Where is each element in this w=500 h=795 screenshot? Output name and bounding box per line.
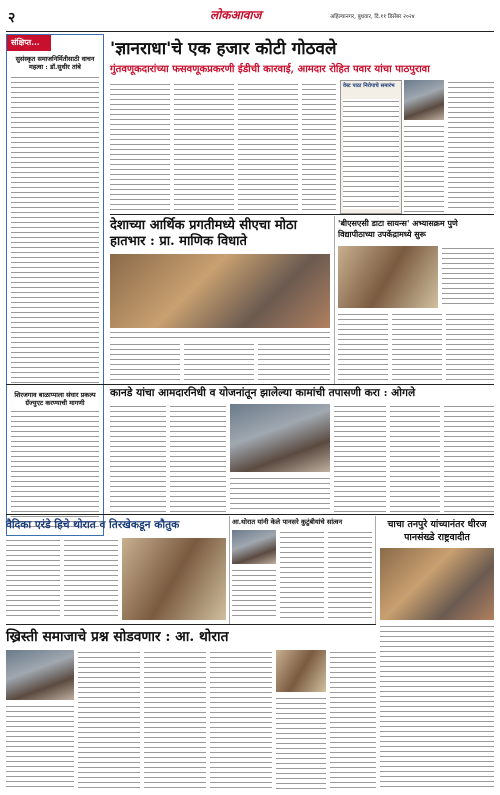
article7-body-4 bbox=[210, 650, 272, 790]
sidebar-item1-body bbox=[11, 75, 99, 385]
banner-col-4 bbox=[334, 404, 386, 512]
article6-photo bbox=[380, 548, 494, 620]
col-divider-1 bbox=[334, 216, 335, 384]
banner-col-6 bbox=[444, 404, 494, 512]
col-divider-3 bbox=[375, 516, 376, 624]
article5-body-1 bbox=[280, 530, 324, 620]
lead-photo bbox=[404, 80, 444, 120]
lead-col-2 bbox=[174, 82, 234, 212]
article3-photo bbox=[338, 246, 438, 308]
article3-body-2 bbox=[338, 312, 388, 382]
article7-body-5 bbox=[276, 696, 326, 790]
article6-headline: चाचा तनपुरे यांच्यानंतर धीरज पानसंख्डे राष्ट्रवादीत bbox=[387, 519, 487, 543]
article3-body-4 bbox=[446, 312, 494, 382]
article7-body-3 bbox=[144, 650, 206, 790]
article7-body-2 bbox=[78, 650, 140, 790]
lead-subhead: गुंतवणूकदारांच्या फसवणूकप्रकरणी ईडीची कारवाई, आमदार रोहित पवार यांचा पाठपुरावा bbox=[110, 64, 430, 75]
article2-photo bbox=[110, 254, 330, 328]
lead-box-title: वेस्ट पाठा निरोपाचे समारंभ bbox=[343, 83, 395, 89]
article5-headline: आ.थोरात यांनी केले पानसरे कुटुंबीयांचे सांत्वन bbox=[232, 518, 343, 526]
banner-col-2 bbox=[170, 404, 226, 512]
masthead bbox=[0, 0, 500, 32]
article6-body bbox=[380, 624, 494, 790]
article3-headline: 'बीएसएसी डाटा सायन्स' अभ्यासक्रम पुणे विद्यापीठाच्या उपकेंद्रामध्ये सुरू bbox=[338, 218, 458, 239]
lead-headline: 'ज्ञानराधा'चे एक हजार कोटी गोठवले bbox=[110, 39, 337, 59]
divider-2 bbox=[6, 384, 494, 385]
sidebar-tag bbox=[7, 35, 51, 51]
article7-photo-2 bbox=[276, 650, 326, 692]
lead-col-1 bbox=[110, 82, 170, 212]
dateline: अहिल्यानगर, बुधवार, दि.११ डिसेंबर २०२४ bbox=[330, 14, 415, 20]
sidebar-item2-body bbox=[11, 409, 99, 531]
sidebar-item1-title: सुसंस्कृत समाजनिर्मितीसाठी वाचन महत्वा : डॉ.सुधीर तांबे bbox=[15, 55, 95, 71]
article7-body-1 bbox=[6, 704, 74, 790]
article2-headline: देशाच्या आर्थिक प्रगतीमध्ये सीएचा मोठा हातभार : प्रा. माणिक विधाते bbox=[110, 218, 297, 249]
sidebar-box bbox=[6, 34, 104, 536]
article3-body-1 bbox=[442, 246, 494, 308]
article7-body-6 bbox=[330, 650, 376, 790]
col-divider-2 bbox=[229, 516, 230, 624]
article2-body-3 bbox=[258, 342, 330, 382]
article2-body-1 bbox=[110, 342, 180, 382]
page-number: २ bbox=[8, 10, 16, 26]
masthead-rule bbox=[6, 31, 494, 32]
newspaper-logo: लोकआवाज bbox=[210, 8, 262, 22]
article4-photo bbox=[122, 538, 226, 620]
article5-photo bbox=[232, 530, 276, 564]
lead-col-3 bbox=[238, 82, 298, 212]
banner-headline: कानडे यांचा आमदारनिधी व योजनांतून झालेल्या कामांची तपासणी करा : ओगले bbox=[110, 387, 416, 399]
sidebar-item2-title: शिरजगाव बाळाप्पाला संघार प्रकल्प ग्रॅज्युएट करण्याची मागणी bbox=[14, 391, 96, 407]
article7-headline: ख्रिस्ती समाजाचे प्रश्न सोडवणार : आ. थोरात bbox=[6, 629, 229, 645]
article5-body-2 bbox=[232, 568, 276, 620]
banner-col-5 bbox=[390, 404, 440, 512]
lead-box bbox=[340, 80, 402, 214]
lead-col-4 bbox=[302, 82, 336, 212]
divider-1 bbox=[110, 214, 494, 215]
article4-headline: वैदिका एरंडे हिचे थोरात व तिरखेकडून कौतुक bbox=[6, 519, 180, 531]
divider-3 bbox=[6, 514, 494, 515]
lead-box-body bbox=[343, 99, 399, 209]
divider-4 bbox=[6, 624, 376, 625]
article2-caption bbox=[110, 330, 330, 340]
article4-body-1 bbox=[6, 538, 60, 620]
banner-photo bbox=[230, 404, 330, 472]
article2-body-2 bbox=[184, 342, 254, 382]
article4-body-2 bbox=[64, 538, 118, 620]
banner-col-1 bbox=[110, 404, 166, 512]
banner-col-3 bbox=[230, 476, 330, 512]
sidebar-tag-label: संक्षिप्त... bbox=[11, 37, 40, 47]
article3-body-3 bbox=[392, 312, 442, 382]
lead-col-6 bbox=[448, 80, 494, 212]
article5-body-3 bbox=[328, 530, 372, 620]
article7-photo bbox=[6, 650, 74, 700]
lead-col-5 bbox=[404, 124, 444, 212]
